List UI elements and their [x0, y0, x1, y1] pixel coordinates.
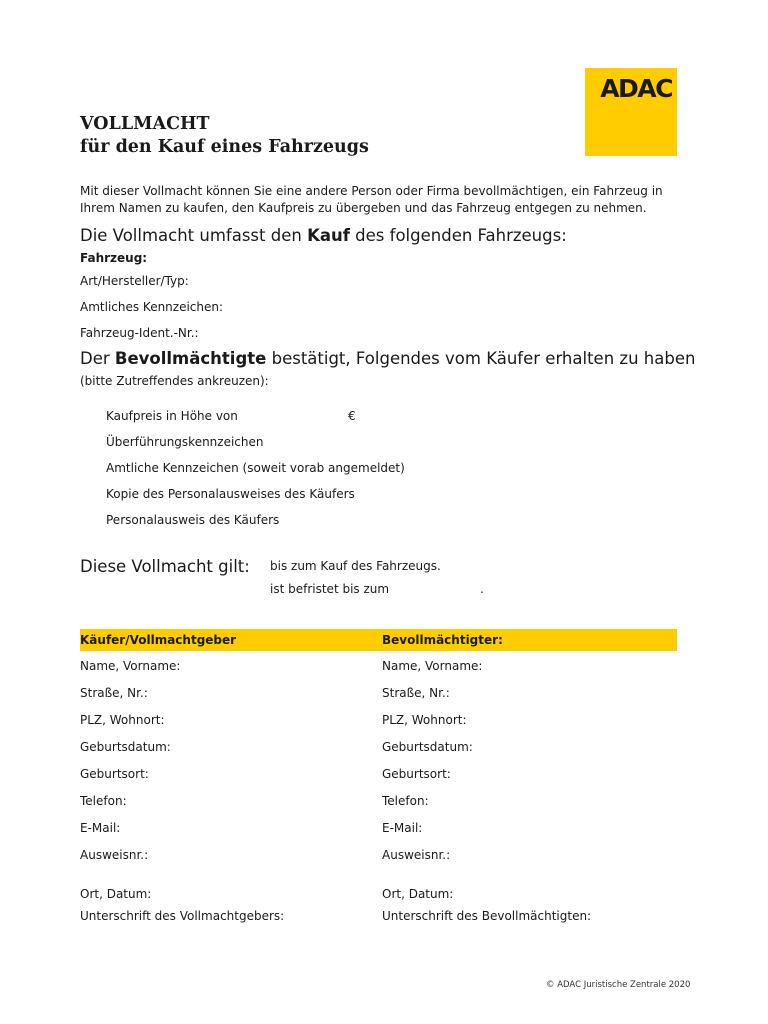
agent-field-birthdate: Geburtsdatum: — [382, 740, 473, 754]
buyer-field-name: Name, Vorname: — [80, 659, 181, 673]
document-title — [80, 113, 369, 159]
agent-field-birthplace: Geburtsort: — [382, 767, 451, 781]
confirm-pre: Der — [80, 349, 115, 368]
buyer-field-id-number: Ausweisnr.: — [80, 848, 149, 862]
option-transfer-plates[interactable]: Überführungskennzeichen — [106, 435, 264, 449]
buyer-field-birthdate: Geburtsdatum: — [80, 740, 171, 754]
confirm-bold: Bevollmächtigte — [114, 349, 267, 368]
confirm-hint: (bitte Zutreffendes ankreuzen): — [80, 374, 269, 388]
logo-text: ADAC — [600, 74, 672, 103]
agent-field-name: Name, Vorname: — [382, 659, 483, 673]
agent-signature: Unterschrift des Bevollmächtigten: — [382, 909, 592, 923]
title-line-2: für den Kauf eines Fahrzeugs — [80, 137, 369, 157]
validity-end-period: . — [480, 582, 484, 596]
buyer-signature: Unterschrift des Vollmachtgebers: — [80, 909, 285, 923]
option-id-card[interactable]: Personalausweis des Käufers — [106, 513, 280, 527]
intro-text: Mit dieser Vollmacht können Sie eine andere Person oder Firma bevollmächtigen, ein Fahrzeug in Ihrem Namen zu kaufen, den Kaufpreis zu übergeben und das Fahrzeug entgegen zu nehmen. — [80, 184, 663, 215]
title-line-1: VOLLMACHT — [80, 114, 210, 134]
confirm-heading — [80, 349, 695, 368]
option-id-copy[interactable]: Kopie des Personalausweises des Käufers — [106, 487, 355, 501]
buyer-place-date: Ort, Datum: — [80, 887, 152, 901]
validity-option-limited[interactable]: ist befristet bis zum — [270, 582, 390, 596]
buyer-field-phone: Telefon: — [80, 794, 127, 808]
agent-field-email: E-Mail: — [382, 821, 423, 835]
validity-option-until-purchase[interactable]: bis zum Kauf des Fahrzeugs. — [270, 559, 441, 573]
vehicle-heading: Fahrzeug: — [80, 251, 148, 265]
copyright-notice: © ADAC Juristische Zentrale 2020 — [546, 980, 691, 990]
agent-field-street: Straße, Nr.: — [382, 686, 450, 700]
vehicle-field-vin: Fahrzeug-Ident.-Nr.: — [80, 326, 199, 340]
adac-logo — [585, 68, 677, 156]
buyer-field-street: Straße, Nr.: — [80, 686, 148, 700]
validity-label: Diese Vollmacht gilt: — [80, 557, 250, 576]
vehicle-field-plate: Amtliches Kennzeichen: — [80, 300, 224, 314]
vehicle-field-type: Art/Hersteller/Typ: — [80, 274, 189, 288]
agent-place-date: Ort, Datum: — [382, 887, 454, 901]
scope-pre: Die Vollmacht umfasst den — [80, 226, 308, 245]
scope-heading — [80, 226, 567, 245]
agent-header: Bevollmächtigter: — [382, 633, 503, 647]
agent-field-phone: Telefon: — [382, 794, 429, 808]
scope-post: des folgenden Fahrzeugs: — [349, 226, 567, 245]
option-official-plates[interactable]: Amtliche Kennzeichen (soweit vorab angemeldet) — [106, 461, 405, 475]
buyer-field-city: PLZ, Wohnort: — [80, 713, 165, 727]
scope-bold: Kauf — [307, 226, 350, 245]
currency-label: € — [348, 409, 356, 423]
option-purchase-price[interactable]: Kaufpreis in Höhe von — [106, 409, 238, 423]
agent-field-id-number: Ausweisnr.: — [382, 848, 451, 862]
buyer-field-email: E-Mail: — [80, 821, 121, 835]
buyer-header: Käufer/Vollmachtgeber — [80, 633, 237, 647]
confirm-post: bestätigt, Folgendes vom Käufer erhalten zu haben — [266, 349, 696, 368]
buyer-field-birthplace: Geburtsort: — [80, 767, 149, 781]
parties-header-bar — [80, 629, 677, 651]
agent-field-city: PLZ, Wohnort: — [382, 713, 467, 727]
